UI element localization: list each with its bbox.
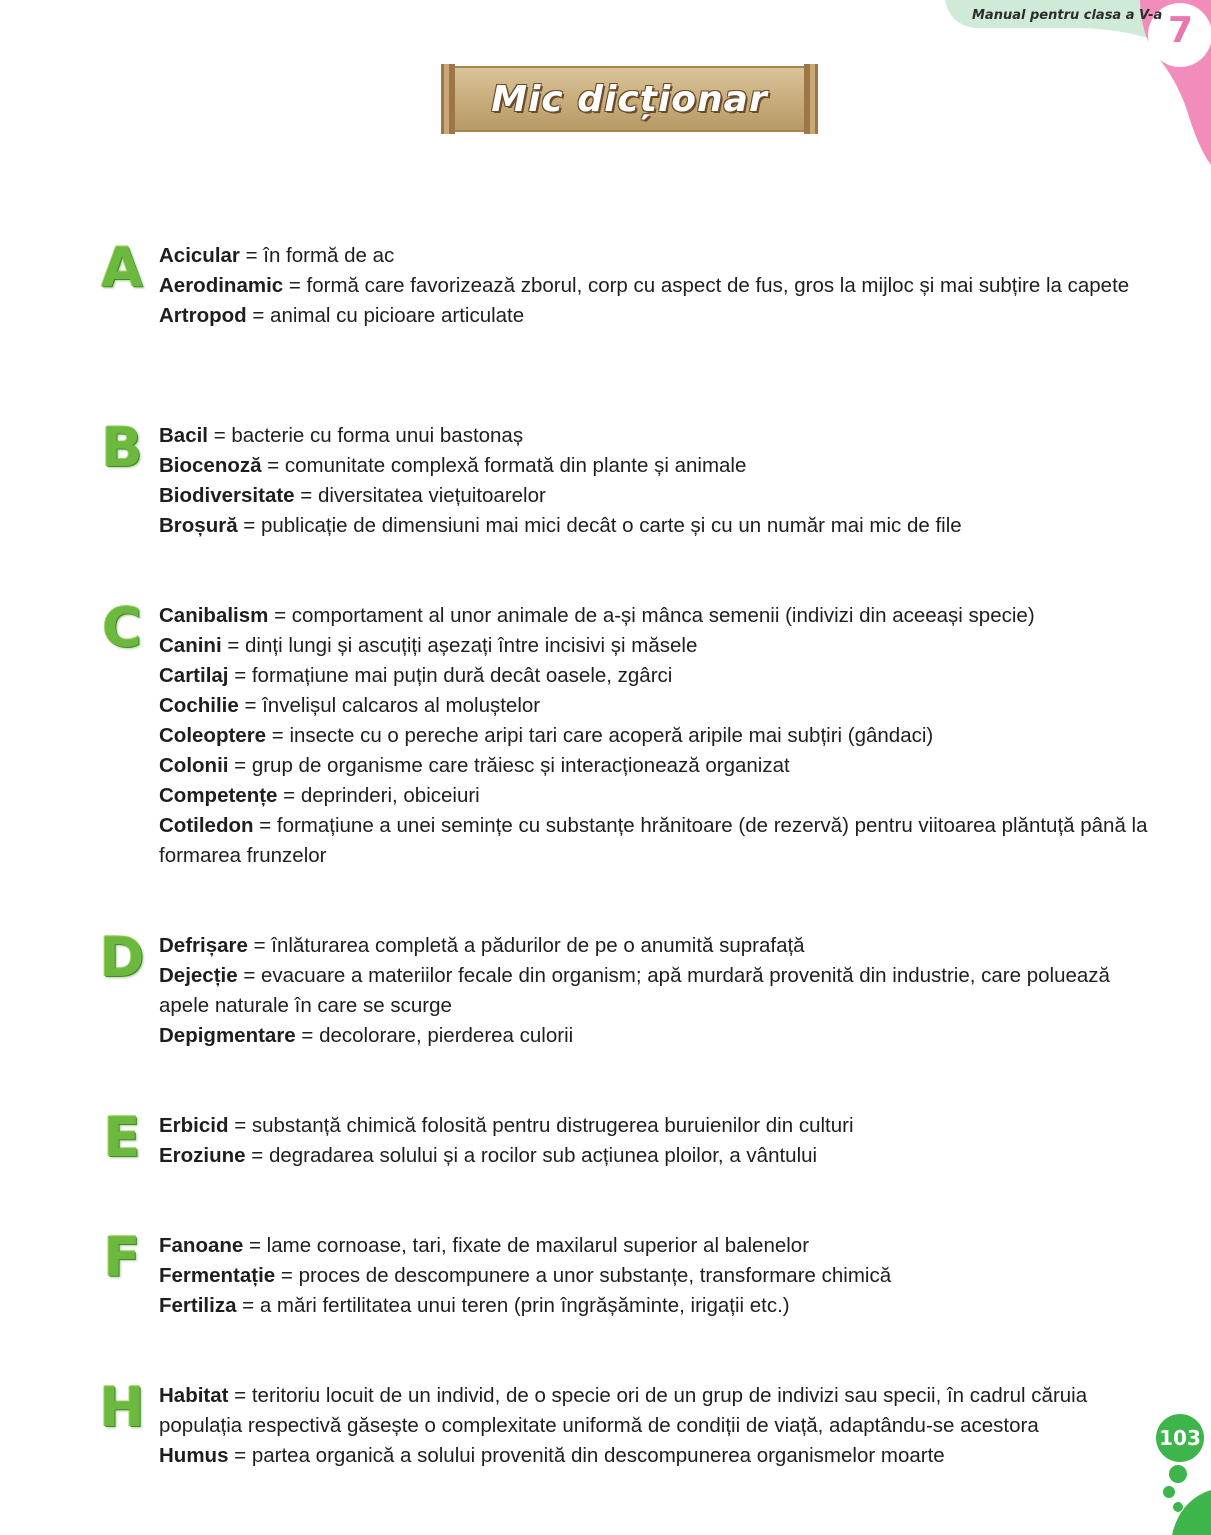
dictionary-entry bbox=[159, 1021, 1155, 1051]
entry-definition: = formațiune mai puțin dură decât oasele, zgârci bbox=[228, 664, 673, 687]
dictionary-entry bbox=[159, 721, 1155, 751]
entry-term: Cotiledon bbox=[159, 814, 254, 837]
dictionary-entry bbox=[159, 1381, 1155, 1441]
entry-term: Broșură bbox=[159, 514, 238, 537]
entry-definition: = grup de organisme care trăiesc și interacționează organizat bbox=[228, 754, 790, 777]
dictionary-entry bbox=[159, 421, 1155, 451]
dictionary-entry bbox=[159, 301, 1155, 331]
entry-term: Fertiliza bbox=[159, 1294, 237, 1317]
entry-term: Biodiversitate bbox=[159, 484, 295, 507]
entry-term: Erbicid bbox=[159, 1114, 229, 1137]
entry-definition: = formă care favorizează zborul, corp cu aspect de fus, gros la mijloc și mai subțire la capete bbox=[283, 274, 1130, 297]
dictionary-entry bbox=[159, 1141, 1155, 1171]
entry-definition: = în formă de ac bbox=[239, 244, 395, 267]
entry-term: Defrișare bbox=[159, 934, 248, 957]
entry-definition: = deprinderi, obiceiuri bbox=[277, 784, 480, 807]
dictionary-entry bbox=[159, 241, 1155, 271]
dictionary-entry bbox=[159, 1111, 1155, 1141]
entry-term: Dejecție bbox=[159, 964, 238, 987]
entry-term: Coleoptere bbox=[159, 724, 267, 747]
entry-term: Competențe bbox=[159, 784, 278, 807]
entry-list bbox=[159, 931, 1155, 1051]
section-letter: F bbox=[103, 1226, 141, 1289]
dictionary-entry bbox=[159, 1441, 1155, 1471]
dictionary-entry bbox=[159, 1261, 1155, 1291]
entry-definition: = animal cu picioare articulate bbox=[246, 304, 525, 327]
entry-term: Fermentație bbox=[159, 1264, 276, 1287]
section-letter: C bbox=[102, 596, 142, 659]
dictionary-entry bbox=[159, 781, 1155, 811]
entry-term: Depigmentare bbox=[159, 1024, 296, 1047]
title-banner bbox=[441, 64, 818, 134]
entry-definition: = comportament al unor animale de a-și mânca semenii (indivizi din aceeași specie) bbox=[268, 604, 1035, 627]
entry-definition: = partea organică a solului provenită din descompunerea organismelor moarte bbox=[228, 1444, 945, 1467]
entry-list bbox=[159, 601, 1155, 871]
entry-list bbox=[159, 1381, 1155, 1471]
entry-term: Biocenoză bbox=[159, 454, 262, 477]
decorative-dots-icon bbox=[1150, 1460, 1211, 1535]
manual-header: Manual pentru clasa a V-a bbox=[972, 8, 1163, 23]
entry-term: Aerodinamic bbox=[159, 274, 284, 297]
dictionary-entry bbox=[159, 931, 1155, 961]
entry-definition: = învelișul calcaros al moluștelor bbox=[238, 694, 541, 717]
entry-definition: = teritoriu locuit de un individ, de o specie ori de un grup de indivizi sau specii, în cadrul căruia populația respectivă găsește o complexitate uniformă de condiții de viață, adaptându-se acestora bbox=[159, 1384, 1088, 1437]
section-letter: B bbox=[101, 416, 143, 479]
entry-term: Colonii bbox=[159, 754, 229, 777]
entry-term: Fanoane bbox=[159, 1234, 244, 1257]
dictionary-entry bbox=[159, 961, 1155, 1021]
dictionary-entry bbox=[159, 601, 1155, 631]
entry-definition: = formațiune a unei semințe cu substanțe hrănitoare (de rezervă) pentru viitoarea plăntuță până la formarea frunzelor bbox=[159, 814, 1148, 867]
dictionary-entry bbox=[159, 811, 1155, 871]
dictionary-entry bbox=[159, 1291, 1155, 1321]
entry-list bbox=[159, 241, 1155, 331]
dictionary-entry bbox=[159, 511, 1155, 541]
entry-term: Humus bbox=[159, 1444, 229, 1467]
entry-term: Artropod bbox=[159, 304, 247, 327]
dictionary-entry bbox=[159, 631, 1155, 661]
section-letter: H bbox=[99, 1376, 145, 1439]
entry-definition: = lame cornoase, tari, fixate de maxilarul superior al balenelor bbox=[243, 1234, 810, 1257]
entry-definition: = proces de descompunere a unor substanțe, transformare chimică bbox=[275, 1264, 892, 1287]
entry-definition: = dinți lungi și ascuțiți așezați între incisivi și măsele bbox=[221, 634, 698, 657]
dictionary-entry bbox=[159, 451, 1155, 481]
entry-definition: = insecte cu o pereche aripi tari care acoperă aripile mai subțiri (gândaci) bbox=[266, 724, 934, 747]
dictionary-entry bbox=[159, 1231, 1155, 1261]
entry-definition: = decolorare, pierderea culorii bbox=[295, 1024, 574, 1047]
page-title: Mic dicționar bbox=[491, 78, 768, 120]
entry-term: Habitat bbox=[159, 1384, 229, 1407]
entry-definition: = a mări fertilitatea unui teren (prin îngrășăminte, irigații etc.) bbox=[236, 1294, 790, 1317]
section-letter: E bbox=[103, 1106, 141, 1169]
entry-term: Eroziune bbox=[159, 1144, 246, 1167]
entry-list bbox=[159, 1231, 1155, 1321]
chapter-number: 7 bbox=[1168, 10, 1194, 51]
dictionary-entry bbox=[159, 271, 1155, 301]
entry-definition: = evacuare a materiilor fecale din organism; apă murdară provenită din industrie, care poluează apele naturale în care se scurge bbox=[159, 964, 1110, 1017]
dictionary-entry bbox=[159, 751, 1155, 781]
entry-definition: = substanță chimică folosită pentru distrugerea buruienilor din culturi bbox=[228, 1114, 854, 1137]
entry-term: Canini bbox=[159, 634, 222, 657]
section-letter: A bbox=[101, 236, 143, 299]
entry-term: Canibalism bbox=[159, 604, 269, 627]
entry-definition: = înlăturarea completă a pădurilor de pe o anumită suprafață bbox=[247, 934, 805, 957]
entry-definition: = diversitatea viețuitoarelor bbox=[294, 484, 546, 507]
page-number-badge: 103 bbox=[1156, 1414, 1204, 1462]
entry-definition: = degradarea solului și a rocilor sub acțiunea ploilor, a vântului bbox=[245, 1144, 818, 1167]
dictionary-entry bbox=[159, 481, 1155, 511]
dictionary-entry bbox=[159, 661, 1155, 691]
entry-definition: = comunitate complexă formată din plante și animale bbox=[261, 454, 747, 477]
section-letter: D bbox=[99, 926, 145, 989]
entry-list bbox=[159, 421, 1155, 541]
entry-list bbox=[159, 1111, 1155, 1171]
entry-term: Cochilie bbox=[159, 694, 239, 717]
entry-definition: = bacterie cu forma unui bastonaș bbox=[208, 424, 524, 447]
entry-term: Bacil bbox=[159, 424, 208, 447]
entry-term: Acicular bbox=[159, 244, 240, 267]
dictionary-entry bbox=[159, 691, 1155, 721]
entry-term: Cartilaj bbox=[159, 664, 229, 687]
entry-definition: = publicație de dimensiuni mai mici decât o carte și cu un număr mai mic de file bbox=[237, 514, 962, 537]
